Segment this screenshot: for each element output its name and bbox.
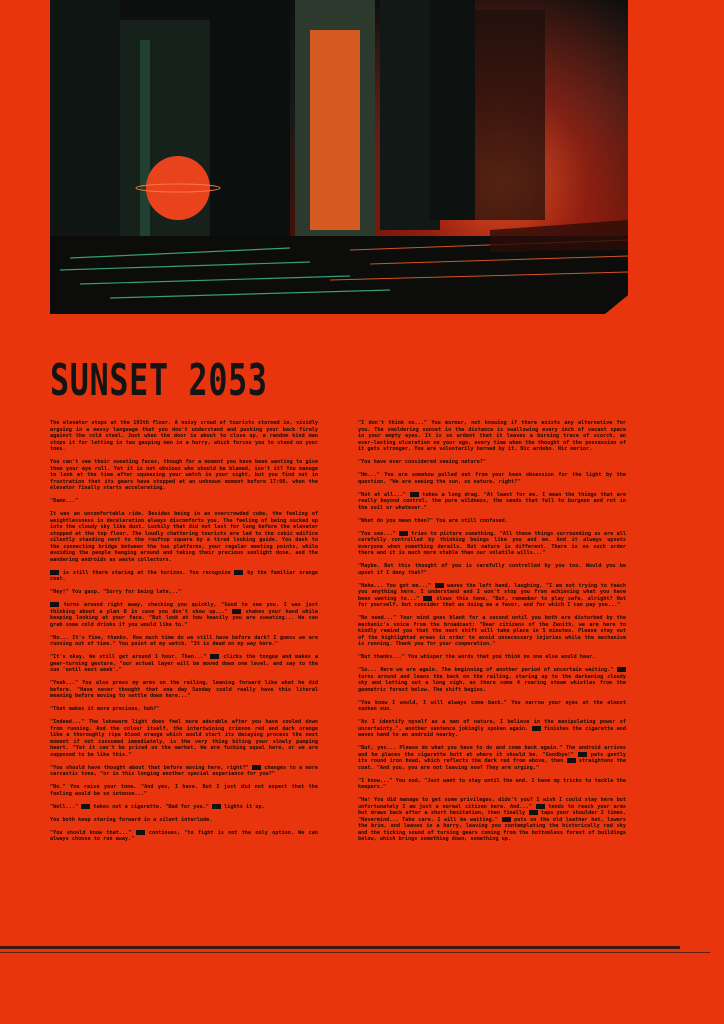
- redacted-name: [234, 570, 243, 575]
- redacted-name: [423, 596, 432, 601]
- story-paragraph: "Hey!" You gasp. "Sorry for being late...": [50, 589, 182, 595]
- page-title: SUNSET 2053: [50, 355, 268, 406]
- story-paragraph: turns around right away, checking you quickly, "Good to see you. I was just thinking about a plan B in case you don't show up..." shakes your hand while keeping looking at your face. "But look at how heavily you are sweating... We can grab some cold drinks if you would like to.": [50, 602, 318, 628]
- story-paragraph: "So... Here we are again. The beginning of another period of uncertain waiting." turns around and leans the back on the railing, staring up to the darkening cloudy sky and letting out a long sigh, as there come 4 roaring steam whistles from the geometric forest below. The shift begins.: [358, 667, 626, 693]
- story-paragraph: "Indeed..." The lukewarm light does feel more adorable after you have cooled down from running. And the colour itself, the intertwining crimson red and dark orange like a thoroughly ripe blood orange which would start its decaying process the next moment if not consumed immediately, is the very thing biting your slowly pumping heart. "Yet it can't be priced on the market. We are fucking equal here, or we are supposed to be like this.": [50, 719, 318, 758]
- cityscape-illustration: [50, 0, 628, 314]
- redacted-name: [210, 654, 219, 659]
- story-paragraph: "Maybe. But this thought of you is carefully controlled by you too. Would you be upset if I deny that?": [358, 563, 626, 576]
- story-paragraph: "What do you mean then?" You are still confused.: [358, 517, 508, 524]
- redacted-name: [232, 609, 241, 614]
- redacted-name: [410, 492, 419, 497]
- story-paragraph: "You should have thought about that before moving here, right?" changes to a more sarcastic tone, "or is this longing another special experience for you?": [50, 764, 318, 777]
- story-column-left: [50, 420, 318, 849]
- redacted-name: [502, 817, 511, 822]
- story-paragraph: You both keep staring forward in a silent interlude.: [50, 816, 213, 823]
- story-paragraph: "Hehe... You got me..." waves the left hand, laughing, "I am not trying to teach you anything here. I understand and I won't stop you from achieving what you have been wanting to..." slows this tone, "But, remember to play safe, alright? Not for yourself, but consider that as doing me a favor, and for which I can pay you...": [358, 582, 626, 608]
- story-paragraph: "That makes it more precious, huh?": [50, 706, 160, 712]
- redacted-name: [81, 804, 90, 809]
- story-paragraph: "Ha! You did manage to get some privileges, didn't you? I wish I could stay here but unfortunately I am just a normal citizen here. And..." tends to reach your arms but draws back after a short hesitation, then finally taps your shoulder 2 times. "Nevermind... Take care. I will be waiting." puts on the old leather hat, lowers the brim, and leaves in a hurry, leaving you contemplating the historically red sky and the ticking sound of turning gears coming from the bottomless forest of buildings below, which brings something down, something up.: [358, 797, 627, 842]
- redacted-name: [536, 804, 545, 809]
- story-paragraph: "As I identify myself as a man of nature, I believe in the manipulating power of uncertainty.", another sentence jokingly spoken again. finishes the cigarette and waves hand to an android nearby.: [358, 719, 626, 738]
- redacted-name: [567, 758, 576, 763]
- story-paragraph: "No... It's fine, thanks. How much time do we still have before dark? I guess we are running out of time." You point at my watch, "It is dead on my way here.": [50, 634, 318, 647]
- footer-rule: [0, 946, 680, 949]
- redacted-name: [617, 667, 626, 672]
- story-paragraph: "You should know that..." continues, "to fight is not the only option. We can always choose to run away.": [50, 829, 319, 842]
- story-paragraph: It was an uncomfortable ride. Besides being in an overcrowded cube, the feeling of weightlessness in deceleration always discomforts you. The feeling of being sucked up into the cloudy sky like dust. Luckily that did not last for long before the elevator stopped at the top floor. The loudly chattering tourists are led to the cubic edifice silently standing next to the rooftop square by a tired looking guide. You dash to the connecting bridge between the two platforms, your regular meeting points, while avoiding the people hanging around and taking their precious sunlight dose, and the wandering androids as waste collectors.: [50, 511, 318, 563]
- story-paragraph: "No." You raise your tone. "And yes, I have. But I just did not expect that the feeling would be so intense...": [50, 784, 318, 797]
- redacted-name: [399, 531, 408, 536]
- redacted-name: [435, 583, 444, 588]
- redacted-name: [50, 570, 59, 575]
- story-paragraph: "You know I would, I will always come back." You narrow your eyes at the almost sunken sun.: [358, 699, 626, 712]
- redacted-name: [529, 810, 538, 815]
- redacted-name: [252, 765, 261, 770]
- story-paragraph: "No need..." Your mind goes blank for a second until you both are disturbed by the mechanic's voice from the broadcast: "Dear citizens of the Zenith, we are here to kindly remind you that the next shift will take place in 5 minutes. Please stay out of the highlighted areas in order to avoid unnecessary injuries while the mechanism is running. Thank you for your cooperation.": [358, 615, 626, 647]
- story-paragraph: "Not at all..." takes a long drag. "At least for me. I mean the things that are really beyond control, the pure wildness, the seeds that fall to burgeon and rot in the soil or whatever.": [358, 491, 626, 511]
- story-paragraph: "But thanks..." You whisper the words that you think no one else would hear.: [358, 654, 596, 660]
- redacted-name: [578, 752, 587, 757]
- redacted-name: [532, 726, 541, 731]
- footer-rule-thin: [0, 952, 710, 953]
- hero-illustration: [50, 0, 628, 314]
- sun-sphere: [146, 156, 210, 220]
- story-paragraph: "You see..." tries to picture something. "All these things surrounding us are all carefully controlled by thinking beings like you and me. And it always upsets everyone when something derails. But nature is different. There is no such order there and it is much more stable than our volatile wills...": [358, 530, 626, 556]
- redacted-name: [212, 804, 221, 809]
- story-column-right: [358, 420, 626, 849]
- story-paragraph: "Yeah..." You also press my arms on the railing, leaning forward like what he did before. "Have never thought that one day Sunday could really have this literal meaning before moving to settle down here...": [50, 680, 318, 699]
- story-paragraph: The elevator stops at the 193th floor. A noisy crowd of tourists stormed in, vividly arguing in a messy language that you don't understand and pushing your back firmly against the cold steel. Just when the door is about to close up, a random kind man stops it for letting in two gasping men in a hurry, which forces you to stand on your toes.: [50, 420, 318, 452]
- redacted-name: [50, 602, 59, 607]
- story-paragraph: "Hm..." You are somehow pulled out from your keen obsession for the light by the question. "We are seeing the sun, so nature, right?": [358, 472, 626, 485]
- story-paragraph: "I don't think so..." You murmur, not knowing if there exists any alternative for you. The smoldering sunset in the distance is swallowing every inch of vacant space in your empty eyes. It is so ardent that it leaves a burning trace of scorch, an ever-lasting ulceration on your ego, every time when the thought of the possession of it gets stronger. You are voluntarily burned by it. Nic ardebo. Nic morior.: [358, 420, 626, 452]
- story-paragraph: "Damn...": [50, 498, 79, 504]
- redacted-name: [136, 830, 145, 835]
- story-paragraph: You can't see their sweating faces, though for a moment you have been wanting to give them your eye roll. Yet it is not obvious who should be blamed, isn't it? You manage to look at the time after squeezing your watch in your sight, but you find out in frustration that its gears have stopped at an unknown moment before 17:08, when the elevator finally starts accelerating.: [50, 459, 318, 491]
- story-paragraph: "Well..." takes out a cigarette. "Bad for you." lights it up.: [50, 803, 265, 810]
- story-paragraph: "It's okay. We still get around 1 hour. Then..." clicks the tongue and makes a gear-turning gesture, "our actual layer will be moved down one level, and say to the sun 'until next week'.": [50, 654, 318, 673]
- story-paragraph: is still there staring at the horizon. You recognize by the familiar orange coat.: [50, 569, 318, 582]
- story-paragraph: "But, yes... Please do what you have to do and come back again." The android arrives and he places the cigarette butt at where it should be. "Goodbye!" pats gently its round iron head, which reflects the dark red from above, then straightens the coat. "And you, you are not leaving now? They are urging.": [358, 745, 626, 771]
- story-paragraph: "I know..." You nod, "Just want to stay until the end. I have my tricks to tackle the keepers.": [358, 777, 626, 790]
- story-paragraph: "You have ever considered seeing nature?": [358, 459, 487, 465]
